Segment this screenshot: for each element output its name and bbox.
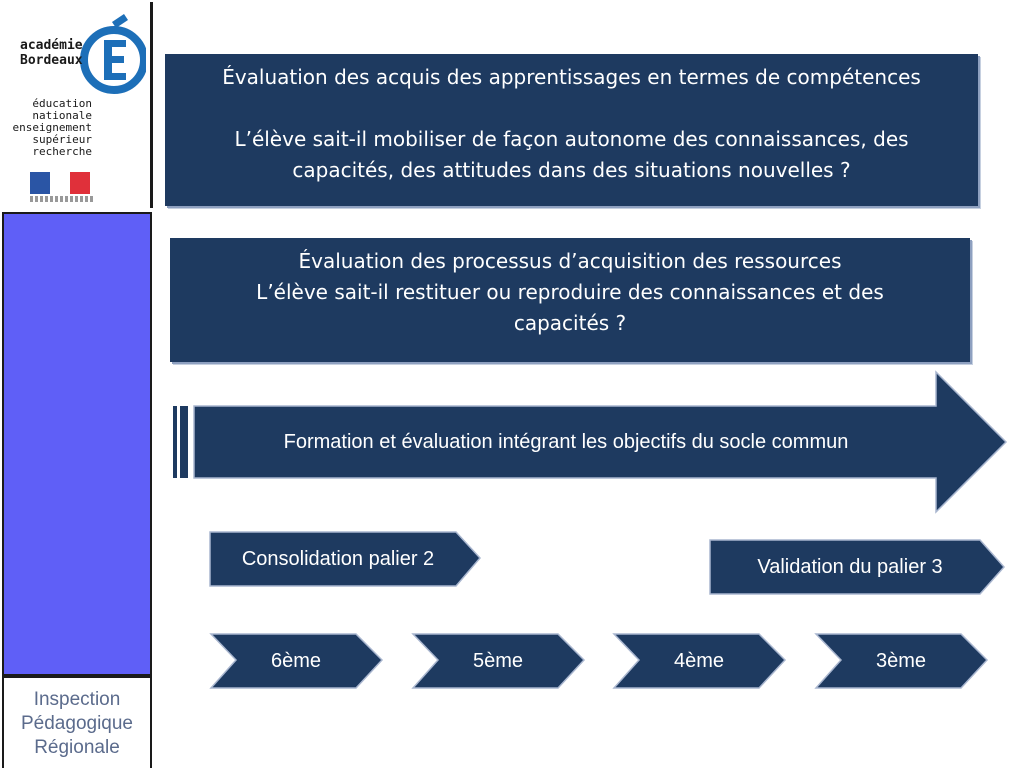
ipr-line: Inspection	[33, 689, 121, 710]
logo-line-academie: académie	[20, 38, 83, 53]
grade-5-label: 5ème	[472, 650, 524, 672]
big-arrow-label: Formation et évaluation intégrant les objectifs du socle commun	[283, 431, 849, 453]
ministry-line: supérieur	[32, 133, 92, 146]
box2-title: Évaluation des processus d’acquisition des ressources	[298, 249, 842, 273]
logo-line-bordeaux: Bordeaux	[20, 53, 83, 68]
grade-3-label: 3ème	[875, 650, 927, 672]
box2-question-line1: L’élève sait-il restituer ou reproduire des connaissances et des	[256, 280, 884, 304]
box2-question-line2: capacités ?	[513, 311, 627, 335]
ipr-line: Régionale	[34, 737, 120, 758]
grade-6-label: 6ème	[270, 650, 322, 672]
ministry-line: recherche	[32, 145, 92, 158]
ministry-line: enseignement	[12, 121, 92, 134]
ipr-line: Pédagogique	[21, 713, 133, 734]
grade-4-label: 4ème	[673, 650, 725, 672]
box1-question-line1: L’élève sait-il mobiliser de façon autonome des connaissances, des	[234, 127, 909, 151]
box1-title: Évaluation des acquis des apprentissages en termes de compétences	[222, 65, 921, 89]
palier2-label: Consolidation palier 2	[241, 548, 435, 570]
palier3-label: Validation du palier 3	[757, 556, 943, 578]
ministry-line: nationale	[32, 109, 92, 122]
box1-question-line2: capacités, des attitudes dans des situations nouvelles ?	[292, 158, 851, 182]
ministry-line: éducation	[32, 97, 92, 110]
